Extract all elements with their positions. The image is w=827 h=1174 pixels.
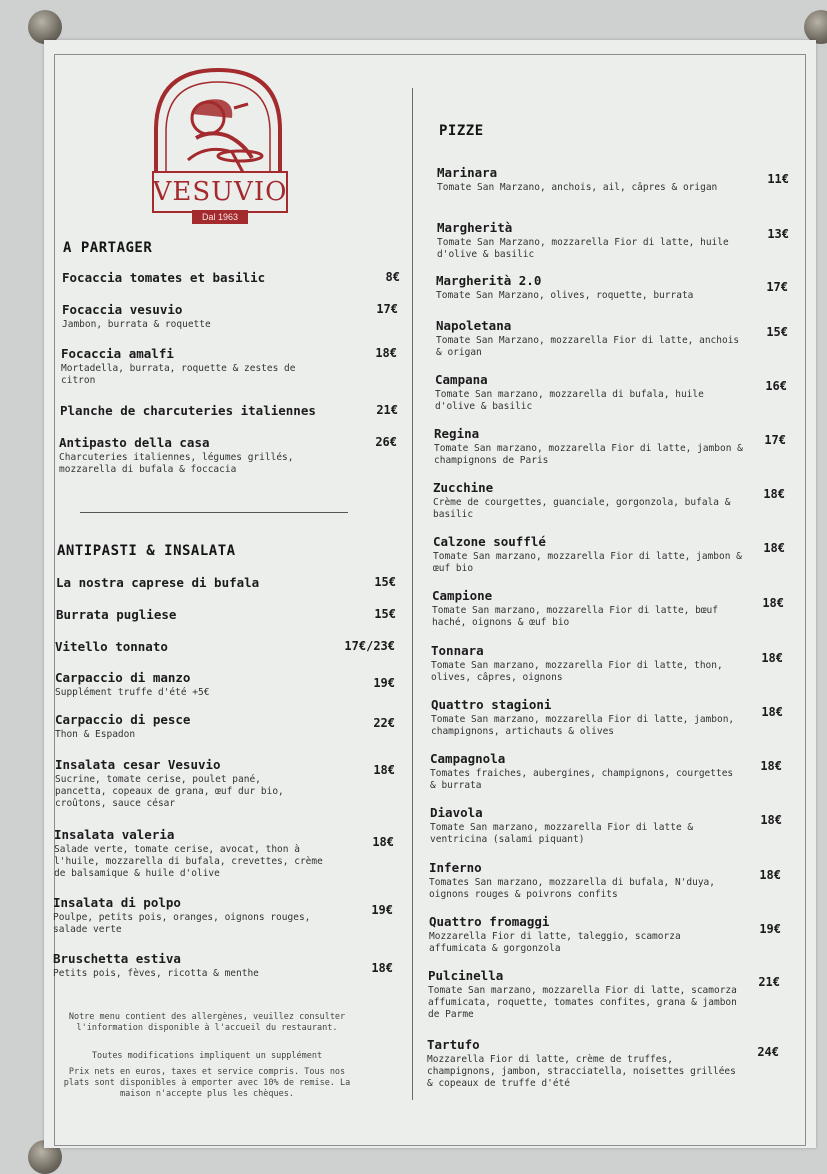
pizza-description: Tomate San marzano, mozzarella Fior di latte, scamorza affumicata, roquette, tomates confites, grana & jambon de Parme xyxy=(428,985,737,1020)
menu-item: Insalata cesar Vesuvio Sucrine, tomate cerise, poulet pané, pancetta, copeaux de grana, œuf dur bio, croûtons, sauce césar 18€ xyxy=(55,757,395,809)
menu-item: Vitello tonnato 17€/23€ xyxy=(55,639,395,654)
pizza-name: Marinara xyxy=(437,165,498,180)
pizza-description: Crème de courgettes, guanciale, gorgonzola, bufala & basilic xyxy=(433,497,731,520)
section-divider xyxy=(80,512,348,513)
menu-item: Focaccia tomates et basilic 8€ xyxy=(62,270,400,285)
menu-item: Bruschetta estiva Petits pois, fèves, ricotta & menthe 18€ xyxy=(53,951,393,979)
pizza-item xyxy=(436,273,796,302)
pizza-description: Tomate San Marzano, mozzarella Fior di latte, anchois & origan xyxy=(436,335,740,358)
pizza-name: Calzone soufflé xyxy=(433,534,546,549)
pizza-price: 18€ xyxy=(760,759,782,773)
pizza-name: Campana xyxy=(435,372,488,387)
pizza-name: Inferno xyxy=(429,860,482,875)
allergen-note: Notre menu contient des allergènes, veuillez consulter l'information disponible à l'accueil du restaurant. xyxy=(68,1012,346,1033)
pizza-item xyxy=(432,588,792,629)
pizza-price: 17€ xyxy=(766,280,788,294)
pricing-note: Prix nets en euros, taxes et service compris. Tous nos plats sont disponibles à emporter avec 10% de remise. La maison n'accepte plus les chèques. xyxy=(63,1067,351,1099)
pizza-name: Napoletana xyxy=(436,318,512,333)
pizza-item xyxy=(436,318,796,359)
pizza-price: 18€ xyxy=(763,541,785,555)
logo-wordmark: VESUVIO xyxy=(152,171,288,213)
pizza-item xyxy=(431,697,791,738)
pizza-description: Tomates San marzano, mozzarella di bufala, N'duya, oignons rouges & poivrons confits xyxy=(429,877,715,900)
pizza-name: Quattro fromaggi xyxy=(429,914,550,929)
section-title-antipasti-insalata: ANTIPASTI & INSALATA xyxy=(57,543,236,559)
pizza-description: Tomate San Marzano, mozzarella Fior di latte, huile d'olive & basilic xyxy=(437,237,729,260)
pizza-item xyxy=(433,480,793,521)
pizza-description: Tomate San marzano, mozzarella Fior di latte, bœuf haché, oignons & œuf bio xyxy=(432,605,718,628)
menu-item: La nostra caprese di bufala 15€ xyxy=(56,575,396,590)
pizza-price: 19€ xyxy=(759,922,781,936)
pizza-item xyxy=(427,1037,787,1090)
pizza-name: Diavola xyxy=(430,805,483,820)
menu-item: Antipasto della casa Charcuteries italiennes, légumes grillés, mozzarella di bufala & foccacia 26€ xyxy=(59,435,397,475)
pizza-name: Regina xyxy=(434,426,480,441)
pizza-description: Tomate San marzano, mozzarella Fior di latte, jambon & œuf bio xyxy=(433,551,742,574)
pizza-price: 18€ xyxy=(760,813,782,827)
pizza-name: Tonnara xyxy=(431,643,484,658)
pizza-item xyxy=(434,426,794,467)
pizza-price: 16€ xyxy=(765,379,787,393)
pizza-price: 24€ xyxy=(757,1045,779,1059)
mount-bolt xyxy=(804,10,827,44)
pizza-description: Tomate San marzano, mozzarella di bufala, huile d'olive & basilic xyxy=(435,389,704,412)
menu-item: Insalata di polpo Poulpe, petits pois, oranges, oignons rouges, salade verte 19€ xyxy=(53,895,393,935)
pizza-item xyxy=(437,220,797,261)
pizza-price: 13€ xyxy=(767,227,789,241)
mount-bolt xyxy=(28,10,62,44)
pizza-price: 15€ xyxy=(766,325,788,339)
pizza-price: 11€ xyxy=(767,172,789,186)
pizza-item xyxy=(431,643,791,684)
logo-since-badge: Dal 1963 xyxy=(192,210,248,224)
pizza-price: 21€ xyxy=(758,975,780,989)
pizza-item xyxy=(428,968,788,1021)
pizza-name: Zucchine xyxy=(433,480,494,495)
pizza-item xyxy=(429,860,789,901)
pizza-price: 18€ xyxy=(761,705,783,719)
pizza-price: 18€ xyxy=(761,651,783,665)
pizza-name: Margherità 2.0 xyxy=(436,273,542,288)
menu-item: Carpaccio di manzo Supplément truffe d'été +5€ 19€ xyxy=(55,670,395,698)
pizza-item xyxy=(430,751,790,792)
section-title-pizze: PIZZE xyxy=(439,123,484,139)
menu-item: Planche de charcuteries italiennes 21€ xyxy=(60,403,398,418)
pizza-name: Tartufo xyxy=(427,1037,480,1052)
pizza-description: Mozzarella Fior di latte, taleggio, scamorza affumicata & gorgonzola xyxy=(429,931,681,954)
pizza-description: Mozzarella Fior di latte, crème de truffes, champignons, jambon, stracciatella, noisettes grillées & copeaux de truffe d'été xyxy=(427,1054,736,1089)
menu-item: Focaccia amalfi Mortadella, burrata, roquette & zestes de citron 18€ xyxy=(61,346,397,386)
pizza-name: Campione xyxy=(432,588,493,603)
pizza-description: Tomate San Marzano, anchois, ail, câpres & origan xyxy=(437,182,718,193)
menu-item: Carpaccio di pesce Thon & Espadon 22€ xyxy=(55,712,395,740)
section-title-a-partager: A PARTAGER xyxy=(63,240,153,256)
menu-item: Insalata valeria Salade verte, tomate cerise, avocat, thon à l'huile, mozzarella di bufala, crevettes, crème de balsamique & huile d'olive 18€ xyxy=(54,827,394,879)
pizza-item xyxy=(435,372,795,413)
menu-item: Burrata pugliese 15€ xyxy=(56,607,396,622)
pizza-price: 18€ xyxy=(759,868,781,882)
column-divider xyxy=(412,88,413,1100)
menu-sheet xyxy=(44,40,816,1148)
pizza-item xyxy=(437,165,797,194)
pizza-name: Pulcinella xyxy=(428,968,504,983)
pizza-item xyxy=(433,534,793,575)
pizza-description: Tomate San Marzano, olives, roquette, burrata xyxy=(436,290,694,301)
pizza-description: Tomates fraiches, aubergines, champignons, courgettes & burrata xyxy=(430,768,734,791)
pizza-description: Tomate San marzano, mozzarella Fior di latte, jambon, champignons, artichauts & olives xyxy=(431,714,735,737)
pizza-name: Margherità xyxy=(437,220,513,235)
menu-item: Focaccia vesuvio Jambon, burrata & roquette 17€ xyxy=(62,302,398,330)
pizza-price: 18€ xyxy=(763,487,785,501)
pizza-name: Campagnola xyxy=(430,751,506,766)
pizza-description: Tomate San marzano, mozzarella Fior di latte, jambon & champignons de Paris xyxy=(434,443,743,466)
pizza-item xyxy=(429,914,789,955)
pizza-price: 17€ xyxy=(764,433,786,447)
modification-note: Toutes modifications impliquent un supplément xyxy=(91,1051,323,1061)
pizza-description: Tomate San marzano, mozzarella Fior di latte & ventricina (salami piquant) xyxy=(430,822,694,845)
pizza-item xyxy=(430,805,790,846)
pizza-name: Quattro stagioni xyxy=(431,697,552,712)
pizza-description: Tomate San marzano, mozzarella Fior di latte, thon, olives, câpres, oignons xyxy=(431,660,723,683)
pizza-price: 18€ xyxy=(762,596,784,610)
